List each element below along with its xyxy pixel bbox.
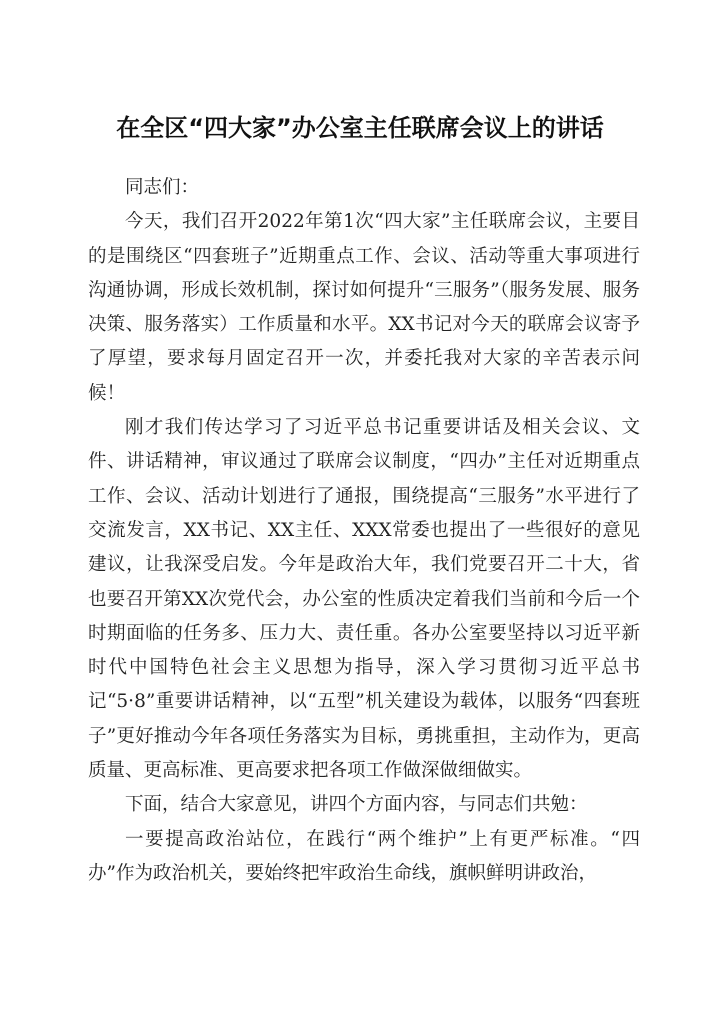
document-title: 在全区“四大家”办公室主任联席会议上的讲话 <box>116 114 604 142</box>
body-paragraph: 刚才我们传达学习了习近平总书记重要讲话及相关会议、文件、讲话精神，审议通过了联席会议制度，“四办”主任对近期重点工作、会议、活动计划进行了通报，围绕提高“三服务”水平进行了交流发言，XX书记、XX主任、XXX常委也提出了一些很好的意见建议，让我深受启发。今年是政治大年，我们党要召开二十大，省也要召开第XX次党代会，办公室的性质决定着我们当前和今后一个时期面临的任务多、压力大、责任重。各办公室要坚持以习近平新时代中国特色社会主义思想为指导，深入学习贯彻习近平总书记“5·8”重要讲话精神，以“五型”机关建设为载体，以服务“四套班子”更好推动今年各项任务落实为目标，勇挑重担，主动作为，更高质量、更高标准、更高要求把各项工作做深做细做实。 <box>88 417 640 782</box>
body-paragraph: 下面，结合大家意见，讲四个方面内容，与同志们共勉： <box>125 794 588 816</box>
salutation-paragraph: 同志们： <box>125 177 200 198</box>
document-body <box>88 171 640 891</box>
body-paragraph: 一要提高政治站位，在践行“两个维护”上有更严标准。“四办”作为政治机关，要始终把牢政治生命线，旗帜鲜明讲政治， <box>88 828 640 884</box>
body-paragraph: 今天，我们召开2022年第1次“四大家”主任联席会议，主要目的是围绕区“四套班子”近期重点工作、会议、活动等重大事项进行沟通协调，形成长效机制，探讨如何提升“三服务”（服务发展、服务决策、服务落实）工作质量和水平。XX书记对今天的联席会议寄予了厚望，要求每月固定召开一次，并委托我对大家的辛苦表示问候！ <box>88 211 640 404</box>
